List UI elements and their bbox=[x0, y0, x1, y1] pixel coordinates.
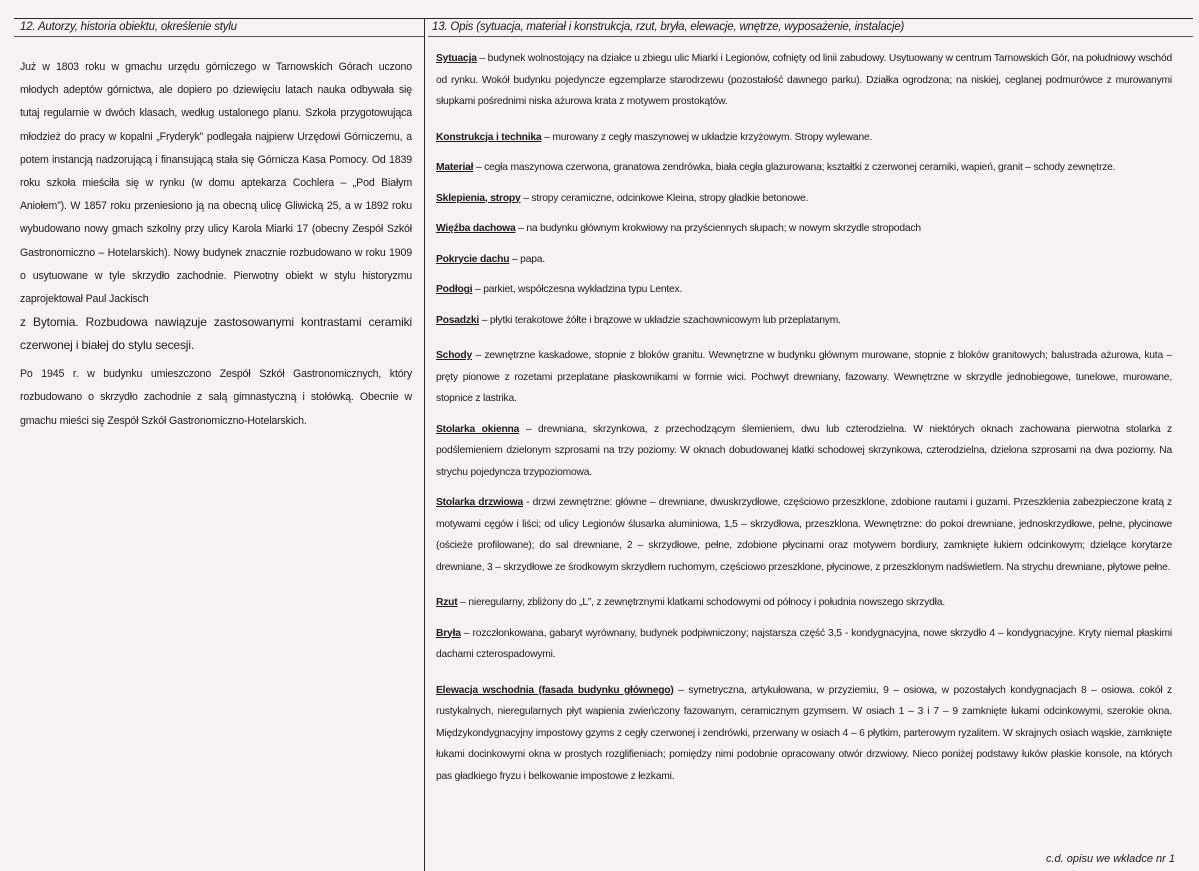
entry-label: Schody bbox=[436, 350, 472, 361]
entry-label: Sklepienia, stropy bbox=[436, 192, 521, 204]
entry-text: – cegła maszynowa czerwona, granatowa zendrówka, biała cegła glazurowana; kształtki z czerwonej ceramiki, wapień, granit – schody zewnętrze. bbox=[473, 162, 1116, 173]
entry-sytuacja bbox=[436, 48, 1172, 113]
entry-posadzki bbox=[436, 310, 1172, 332]
description-column bbox=[436, 48, 1172, 796]
entry-label: Elewacja wschodnia (fasada budynku głównego) bbox=[436, 684, 674, 696]
column-divider bbox=[424, 18, 425, 871]
entry-label: Stolarka okienna bbox=[436, 423, 520, 435]
entry-label: Sytuacja bbox=[436, 53, 477, 64]
section-12-header: 12. Autorzy, historia obiektu, określenie stylu bbox=[20, 21, 237, 33]
entry-text: - drzwi zewnętrzne: główne – drewniane, dwuskrzydłowe, częściowo przeszklone, zdobione rautami i guzami. Przeszklenia zabezpieczone kratą z motywami cęgów i liści; od ulicy Legionów ślusarka aluminiowa, 1,5 – skrzydłowa, przeszklona. Wewnętrzne: do pokoi drewniane, jednoskrzydłowe, pełne, płycinowe (ościeże profilowane); do sal drewniane, 2 – skrzydłowe, pełne, zdobione płycinami oraz motywem bordiury, zamknięte łukiem odcinkowym; dzielące korytarze drewniane, 3 – skrzydłowe ze środkowym skrzydłem ruchomym, częściowo przeszklone, płycinowe, z przeszklonym nadświetlem. Na strychu drewniane, płytowe pełne. bbox=[436, 497, 1172, 573]
section-13-header: 13. Opis (sytuacja, materiał i konstrukcja, rzut, bryła, elewacje, wnętrze, wyposażenie, instalacje) bbox=[432, 21, 905, 33]
entry-text: – symetryczna, artykułowana, w przyziemiu, 9 – osiowa, w pozostałych kondygnacjach 8 – osiowa. cokół z rustykalnych, nieregularnych płyt wapienia zwieńczony fazowanym, ceramicznym gzymsem. W osiach 1 – 3 i 7 – 9 zamknięte łukami odcinkowymi, szerokie okna. Międzykondygnacyjny impostowy gzyms z cegły czerwonej i zendrówki, przerwany w osiach 4 – 6 płytkim, parterowym ryzalitem. W skrajnych osiach wąskie, zamknięte łukami docinkowymi okna w prostych rozglifieniach; pomiędzy nimi podobnie opracowany otwór drzwiowy. Nieco poniżej podstawy łuków płaskie konsole, na których pas gładkiego fryzu i belkowanie impostowe z łezkami. bbox=[436, 684, 1172, 782]
entry-podlogi bbox=[436, 279, 1172, 301]
history-paragraph-1-continued: z Bytomia. Rozbudowa nawiązuje zastosowanymi kontrastami ceramiki czerwonej i białej do stylu secesji. bbox=[20, 315, 412, 353]
entry-label: Stolarka drzwiowa bbox=[436, 497, 523, 508]
entry-text: – stropy ceramiczne, odcinkowe Kleina, stropy gładkie betonowe. bbox=[520, 192, 809, 204]
entry-label: Posadzki bbox=[436, 314, 480, 326]
entry-text: – papa. bbox=[509, 253, 545, 265]
entry-schody bbox=[436, 345, 1172, 410]
entry-label: Materiał bbox=[436, 162, 474, 173]
entry-konstrukcja bbox=[436, 127, 1172, 149]
entry-text: – płytki terakotowe żółte i brązowe w układzie szachownicowym lub przeplatanym. bbox=[479, 314, 841, 326]
entry-label: Pokrycie dachu bbox=[436, 253, 510, 265]
entry-label: Więźba dachowa bbox=[436, 223, 516, 234]
entry-stolarka-drzwiowa bbox=[436, 492, 1172, 578]
entry-text: – murowany z cegły maszynowej w układzie krzyżowym. Stropy wylewane. bbox=[541, 131, 873, 143]
entry-text: – parkiet, współczesna wykładzina typu Lentex. bbox=[472, 284, 683, 295]
entry-text: – na budynku głównym krokwiowy na przyściennych słupach; w nowym skrzydle stropodach bbox=[515, 223, 921, 234]
entry-text: – nieregularny, zbliżony do „L”, z zewnętrznymi klatkami schodowymi od północy i południa nowszego skrzydła. bbox=[457, 597, 945, 608]
history-paragraph-2: Po 1945 r. w budynku umieszczono Zespół Szkół Gastronomicznych, który rozbudowano o skrzydło zachodnie z salą gimnastyczną i stołówką. Obecnie w gmachu mieści się Zespół Szkół Gastronomiczno-Hotelarskich. bbox=[20, 368, 412, 427]
entry-text: – drewniana, skrzynkowa, z przechodzącym ślemieniem, dwu lub czterodzielna. W niektórych oknach zachowana pierwotna stolarka z podślemieniem dzielonym szprosami na trzy poziomy. W oknach dobudowanej klatki schodowej skrzynkowa, czterodzielna, dzielona szprosami na dwa poziomy. Na strychu pojedyncza trzypoziomowa. bbox=[436, 423, 1172, 478]
entry-label: Podłogi bbox=[436, 284, 473, 295]
entry-wiezba bbox=[436, 218, 1172, 240]
entry-material bbox=[436, 157, 1172, 179]
entry-pokrycie bbox=[436, 249, 1172, 271]
entry-text: – budynek wolnostojący na działce u zbiegu ulic Miarki i Legionów, cofnięty od linii zabudowy. Usytuowany w centrum Tarnowskich Gór, na południowy wschód od rynku. Wokół budynku pojedyncze egzemplarze starodrzewu (pozostałość dawnego parku). Działka ogrodzona; na niskiej, ceglanej podmurówce z murowanymi słupkami pośrednimi niska ażurowa krata z motywem prostokątów. bbox=[436, 53, 1172, 107]
entry-text: – rozczłonkowana, gabaryt wyrównany, budynek podpiwniczony; najstarsza część 3,5 - kondygnacyjna, nowe skrzydło 4 – kondygnacyjne. Kryty niemal płaskimi dachami czterospadowymi. bbox=[436, 627, 1172, 660]
entry-bryla bbox=[436, 623, 1172, 666]
history-column bbox=[20, 56, 412, 433]
left-header-rule bbox=[14, 36, 424, 37]
entry-sklepienia bbox=[436, 188, 1172, 210]
entry-elewacja-wschodnia bbox=[436, 680, 1172, 788]
entry-text: – zewnętrzne kaskadowe, stopnie z bloków granitu. Wewnętrzne w budynku głównym murowane, stopnie z bloków granitowych; balustrada ażurowa, kuta – pręty pionowe z rozetami przeplatane płaskownikami w formie wici. Pochwyt drewniany, fazowany. Wewnętrzne w skrzydle jednobiegowe, tunelowe, murowane, stopnice z lastrika. bbox=[436, 350, 1172, 404]
entry-label: Konstrukcja i technika bbox=[436, 131, 542, 143]
history-paragraph-1: Już w 1803 roku w gmachu urzędu górniczego w Tarnowskich Górach uczono młodych adeptów górnictwa, ale dopiero po dziewięciu latach nauka odbywała się tutaj regularnie w dwóch klasach, według ustalonego planu. Szkoła przygotowująca młodzież do pracy w kopalni „Fryderyk” podlegała najpierw Urzędowi Górniczemu, a potem instancją nadzorującą i finansującą stała się Górnicza Kasa Pomocy. Od 1839 roku szkoła mieściła się w rynku (w domu aptekarza Cochlera – „Pod Białym Aniołem”). W 1857 roku przeniesiono ją na obecną ulicę Gliwicką 25, a w 1892 roku wybudowano nowy gmach szkolny przy ulicy Karola Miarki 17 (obecny Zespół Szkół Gastronomiczno – Hotelarskich). Nowy budynek znacznie rozbudowano w roku 1909 o usytuowane w tyle skrzydło zachodnie. Pierwotny obiekt w stylu historyzmu zaprojektował Paul Jackisch bbox=[20, 61, 412, 306]
right-header-rule bbox=[428, 36, 1193, 37]
entry-rzut bbox=[436, 592, 1172, 614]
entry-label: Rzut bbox=[436, 597, 458, 608]
entry-stolarka-okienna bbox=[436, 419, 1172, 484]
top-rule bbox=[14, 18, 1193, 19]
continuation-note: c.d. opisu we wkładce nr 1 bbox=[1045, 853, 1175, 865]
entry-label: Bryła bbox=[436, 627, 461, 639]
